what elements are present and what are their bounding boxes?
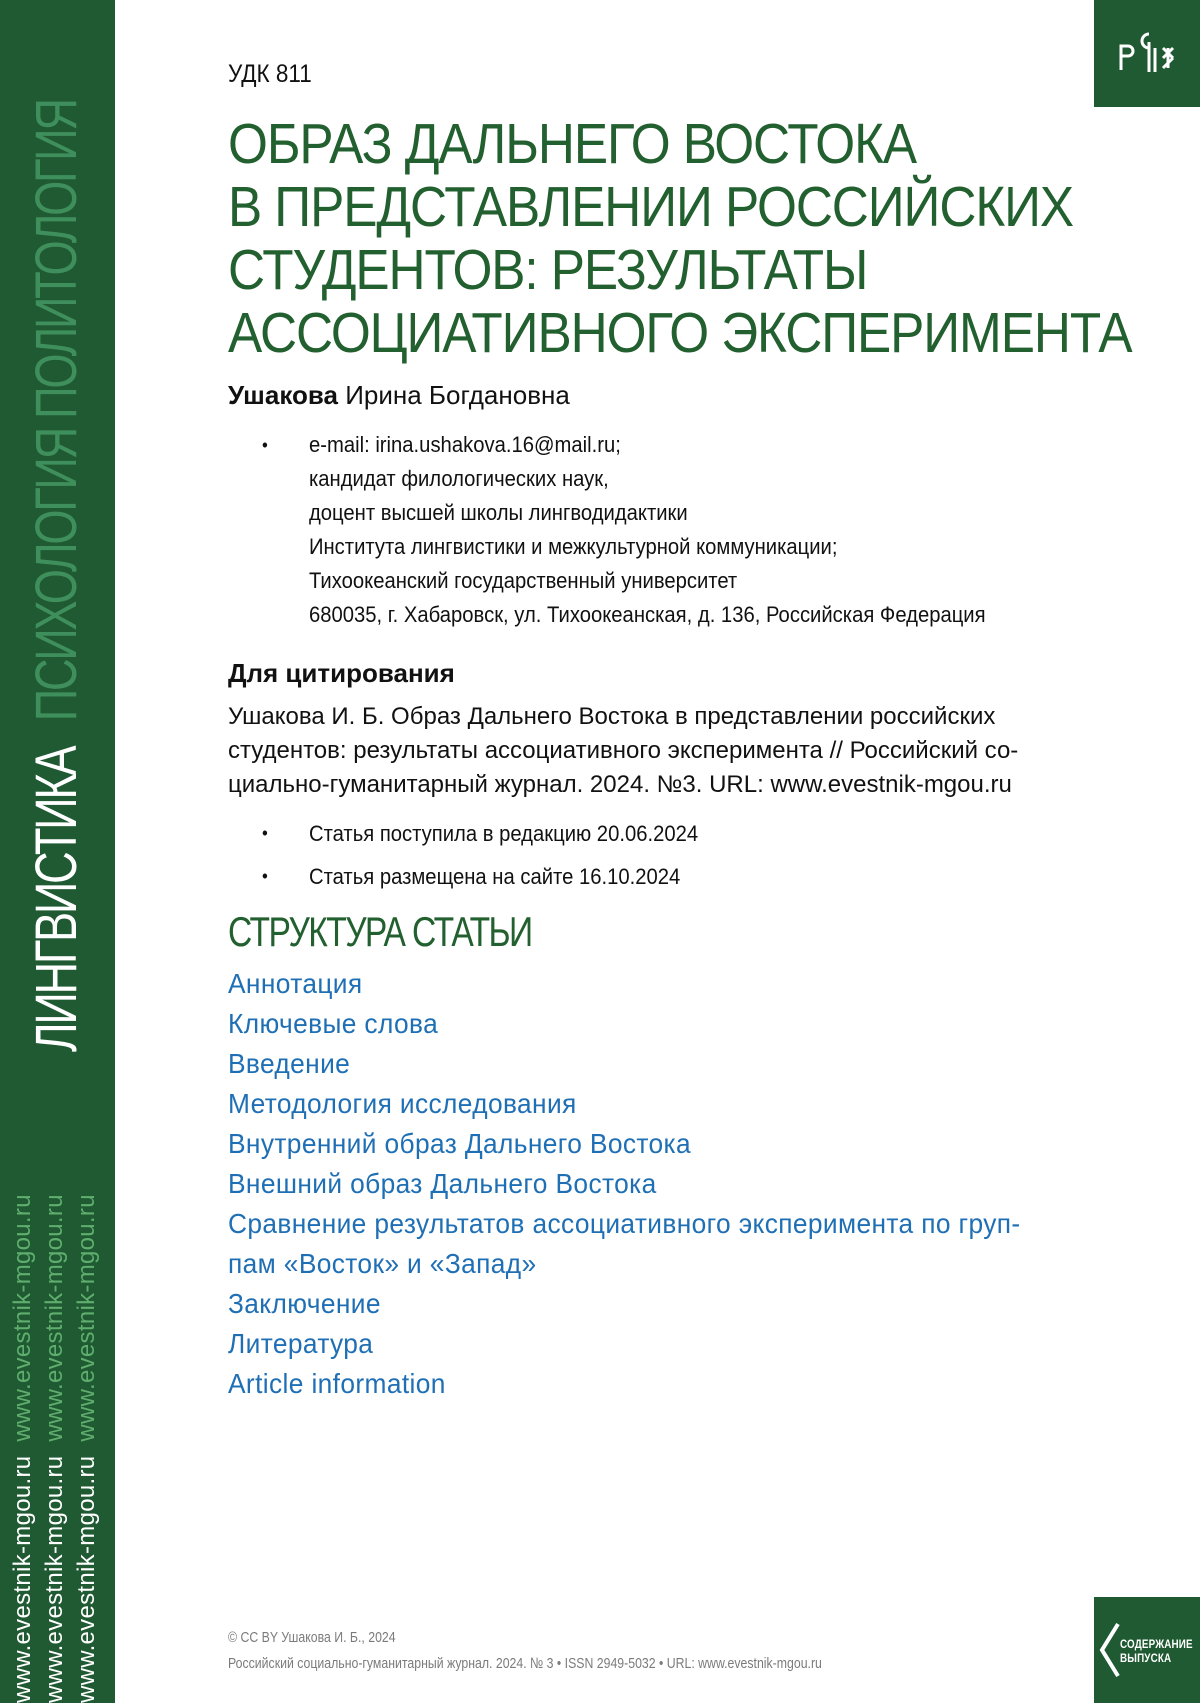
citation-heading: Для цитирования <box>228 658 455 688</box>
toc-link-keywords[interactable]: Ключевые слова <box>228 1008 439 1039</box>
sidebar <box>0 0 115 1703</box>
toc-link-introduction[interactable]: Введение <box>228 1048 351 1079</box>
logo-glyph <box>1115 24 1179 84</box>
footer-license: © CC BY Ушакова И. Б., 2024 <box>228 1629 396 1646</box>
footer-journal: Российский социально-гуманитарный журнал. 2024. № 3 • ISSN 2949-5032 • URL: www.evestnik-mgou.ru <box>228 1655 822 1672</box>
bullet-icon: • <box>262 435 268 455</box>
sidebar-url-line-1: www.evestnik-mgou.ruwww.evestnik-mgou.ru <box>9 1194 36 1703</box>
journal-subjects <box>24 100 89 1052</box>
publisher-logo-icon[interactable] <box>1094 0 1200 107</box>
sidebar-url-line-2: www.evestnik-mgou.ruwww.evestnik-mgou.ru <box>41 1194 68 1703</box>
article-title <box>228 112 1132 365</box>
affiliation-item: • e-mail: irina.ushakova.16@mail.ru; кандидат филологических наук, доцент высшей школы лингводидактики Института лингвистики и межкультурной коммуникации; Тихоокеанский государственный университет 680035, г. Хабаровск, ул. Тихоокеанская, д. 136, Российская Федерация <box>228 428 986 632</box>
subject-secondary: ПСИХОЛОГИЯ ПОЛИТОЛОГИЯ <box>24 100 89 722</box>
title-line: В ПРЕДСТАВЛЕНИИ РОССИЙСКИХ <box>228 175 1074 239</box>
author-name <box>228 380 570 411</box>
author-email[interactable]: e-mail: irina.ushakova.16@mail.ru; <box>308 432 621 457</box>
toc-link-article-information[interactable]: Article information <box>228 1368 446 1399</box>
issue-contents-label: СОДЕРЖАНИЕ ВЫПУСКА <box>1120 1637 1193 1665</box>
title-line: АССОЦИАТИВНОГО ЭКСПЕРИМЕНТА <box>228 301 1132 365</box>
toc-link-comparison[interactable]: пам «Восток» и «Запад» <box>228 1248 537 1279</box>
structure-heading: СТРУКТУРА СТАТЬИ <box>228 908 532 955</box>
subject-main: ЛИНГВИСТИКА <box>24 747 89 1052</box>
toc-link-external-image[interactable]: Внешний образ Дальнего Востока <box>228 1168 657 1199</box>
page-footer <box>228 1625 822 1677</box>
article-dates <box>228 812 739 898</box>
bullet-icon: • <box>262 823 268 843</box>
toc-link-references[interactable]: Литература <box>228 1328 374 1359</box>
author-surname: Ушакова <box>228 380 338 410</box>
title-line: ОБРАЗ ДАЛЬНЕГО ВОСТОКА <box>228 112 917 176</box>
udk-code: УДК 811 <box>228 60 312 88</box>
sidebar-url-line-3: www.evestnik-mgou.ruwww.evestnik-mgou.ru <box>73 1194 100 1703</box>
toc-link-conclusion[interactable]: Заключение <box>228 1288 381 1319</box>
toc-link-annotation[interactable]: Аннотация <box>228 968 363 999</box>
citation-text: Ушакова И. Б. Образ Дальнего Востока в представлении российских студентов: результаты ассоциативного эксперимента // Российский со- циально-гуманитарный журнал. 2024. №3. URL: www.evestnik-mgou.ru <box>228 703 1019 798</box>
toc-link-methodology[interactable]: Методология исследования <box>228 1088 577 1119</box>
title-line: СТУДЕНТОВ: РЕЗУЛЬТАТЫ <box>228 238 868 302</box>
toc-link-comparison[interactable]: Сравнение результатов ассоциативного эксперимента по груп- <box>228 1208 1021 1239</box>
structure-list <box>228 964 1071 1404</box>
toc-link-internal-image[interactable]: Внутренний образ Дальнего Востока <box>228 1128 692 1159</box>
date-received: • Статья поступила в редакцию 20.06.2024 <box>228 812 698 855</box>
issue-contents-button[interactable] <box>1094 1597 1200 1703</box>
bullet-icon: • <box>262 866 268 886</box>
author-affiliation <box>228 428 1051 632</box>
date-published: • Статья размещена на сайте 16.10.2024 <box>228 855 698 898</box>
author-given-names: Ирина Богдановна <box>345 380 570 410</box>
